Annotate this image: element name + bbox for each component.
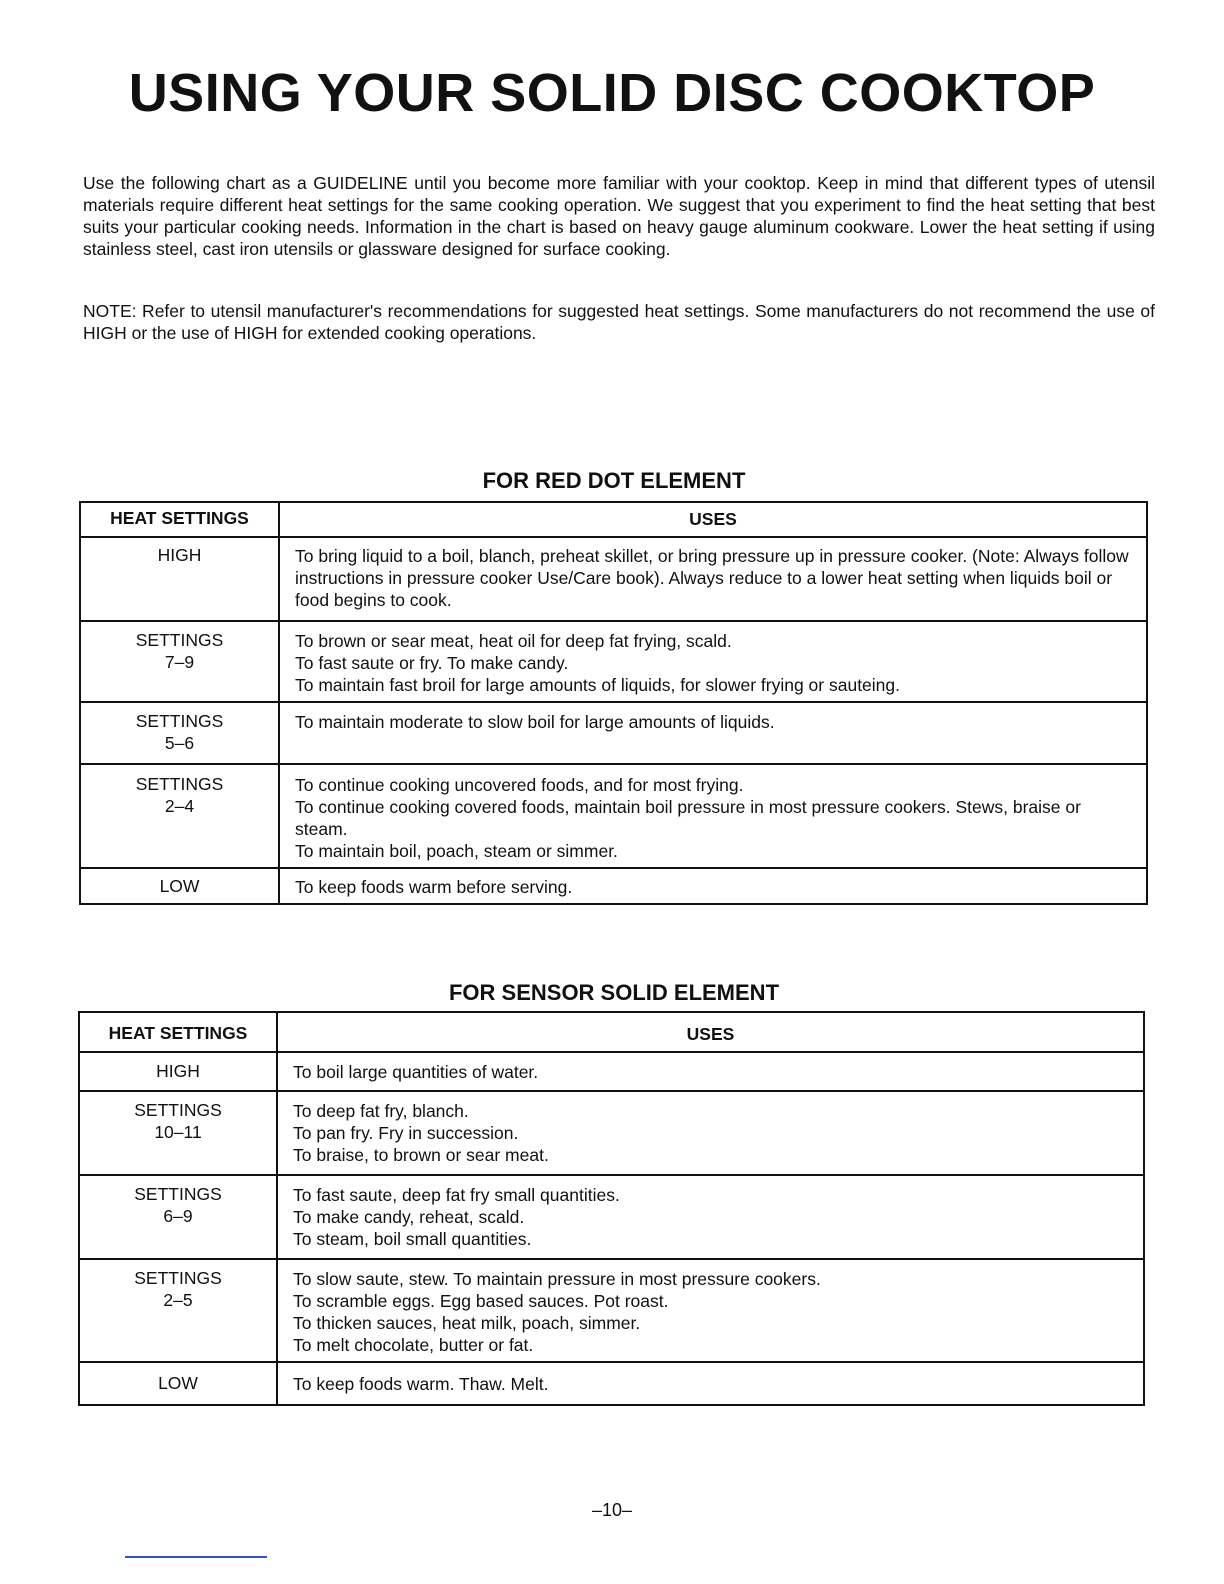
heat-setting-cell [80, 764, 279, 868]
heat-setting-label: SETTINGS [135, 711, 224, 731]
table-row [80, 702, 1147, 764]
uses-cell [277, 1362, 1144, 1405]
use-line: To scramble eggs. Egg based sauces. Pot roast. [293, 1291, 669, 1311]
uses-cell [279, 868, 1147, 904]
uses-cell [279, 702, 1147, 764]
heat-setting-cell [79, 1175, 277, 1259]
heat-setting-cell [80, 537, 279, 621]
heat-setting-cell [79, 1052, 277, 1091]
use-line: To slow saute, stew. To maintain pressure in most pressure cookers. [293, 1269, 821, 1289]
use-line: To fast saute or fry. To make candy. [295, 653, 569, 673]
table-row [79, 1175, 1144, 1259]
heat-setting-label: SETTINGS [135, 774, 224, 794]
uses-cell [279, 621, 1147, 702]
use-line: To fast saute, deep fat fry small quantities. [293, 1185, 620, 1205]
heat-settings-header: HEAT SETTINGS [80, 502, 279, 537]
table-row [79, 1259, 1144, 1362]
heat-setting-label: HIGH [157, 545, 202, 565]
heat-setting-cell [80, 868, 279, 904]
uses-cell [277, 1052, 1144, 1091]
table-header-row [80, 502, 1147, 537]
use-line: To thicken sauces, heat milk, poach, simmer. [293, 1313, 641, 1333]
uses-header: USES [277, 1012, 1144, 1052]
uses-cell [279, 764, 1147, 868]
heat-setting-label: SETTINGS [134, 1100, 222, 1120]
sensor-title: FOR SENSOR SOLID ELEMENT [448, 980, 780, 1005]
red-dot-table [79, 501, 1148, 905]
heat-setting-cell [79, 1259, 277, 1362]
note-paragraph: NOTE: Refer to utensil manufacturer's recommendations for suggested heat settings. Some manufacturers do not recommend the use of HIGH or the use of HIGH for extended cooking operations. [83, 301, 1155, 343]
table-row [80, 621, 1147, 702]
use-line: To melt chocolate, butter or fat. [293, 1335, 534, 1355]
use-line: To make candy, reheat, scald. [293, 1207, 525, 1227]
intro-paragraph: Use the following chart as a GUIDELINE until you become more familiar with your cooktop. Keep in mind that different types of utensil materials require different heat settings for the same cooking operation. We suggest that you experiment to find the heat setting that best suits your particular cooking needs. Information in the chart is based on heavy gauge aluminum cookware. Lower the heat setting if using stainless steel, cast iron utensils or glassware designed for surface cooking. [83, 173, 1155, 259]
table-row [79, 1091, 1144, 1175]
heat-setting-label: SETTINGS [134, 1268, 222, 1288]
uses-cell [277, 1175, 1144, 1259]
heat-setting-label: SETTINGS [135, 630, 224, 650]
heat-setting-label: 5–6 [164, 733, 195, 753]
heat-setting-label: 2–5 [163, 1290, 193, 1310]
sensor-table [78, 1011, 1145, 1406]
use-line: To brown or sear meat, heat oil for deep fat frying, scald. [295, 631, 732, 651]
heat-setting-label: 10–11 [154, 1122, 202, 1142]
heat-setting-label: 2–4 [164, 796, 195, 816]
heat-setting-label: 6–9 [163, 1206, 193, 1226]
red-dot-title: FOR RED DOT ELEMENT [482, 468, 746, 493]
heat-setting-cell [79, 1362, 277, 1405]
uses-cell [277, 1091, 1144, 1175]
heat-setting-label: LOW [159, 876, 200, 896]
heat-setting-cell [80, 702, 279, 764]
heat-settings-header: HEAT SETTINGS [79, 1012, 277, 1052]
page-title: USING YOUR SOLID DISC COOKTOP [128, 63, 1096, 123]
heat-setting-label: HIGH [156, 1061, 200, 1081]
page-number: –10– [591, 1500, 633, 1520]
table-row [79, 1052, 1144, 1091]
heat-setting-cell [80, 621, 279, 702]
table-header-row [79, 1012, 1144, 1052]
uses-header: USES [279, 502, 1147, 537]
use-line: To maintain fast broil for large amounts of liquids, for slower frying or sauteing. [295, 675, 901, 695]
uses-cell [277, 1259, 1144, 1362]
use-line: To maintain moderate to slow boil for large amounts of liquids. [295, 712, 775, 732]
table-row [80, 868, 1147, 904]
use-line: To boil large quantities of water. [293, 1062, 539, 1082]
use-line: To continue cooking covered foods, maintain boil pressure in most pressure cookers. Stews, braise or steam. [295, 797, 1081, 839]
use-line: To keep foods warm. Thaw. Melt. [293, 1374, 549, 1394]
use-line: To deep fat fry, blanch. [293, 1101, 469, 1121]
use-line: To maintain boil, poach, steam or simmer. [295, 841, 618, 861]
heat-setting-label: 7–9 [164, 652, 195, 672]
heat-setting-label: LOW [158, 1373, 198, 1393]
use-line: To keep foods warm before serving. [295, 877, 573, 897]
use-line: To braise, to brown or sear meat. [293, 1145, 549, 1165]
use-line: To continue cooking uncovered foods, and for most frying. [295, 775, 744, 795]
table-row [80, 537, 1147, 621]
use-line: To bring liquid to a boil, blanch, preheat skillet, or bring pressure up in pressure cooker. (Note: Always follow instructions in pressure cooker Use/Care book). Always reduce to a lower heat setting when liquids boil or food begins to cook. [295, 546, 1129, 610]
table-row [79, 1362, 1144, 1405]
heat-setting-cell [79, 1091, 277, 1175]
use-line: To steam, boil small quantities. [293, 1229, 532, 1249]
use-line: To pan fry. Fry in succession. [293, 1123, 519, 1143]
uses-cell [279, 537, 1147, 621]
table-row [80, 764, 1147, 868]
footer-rule [125, 1556, 267, 1558]
heat-setting-label: SETTINGS [134, 1184, 222, 1204]
